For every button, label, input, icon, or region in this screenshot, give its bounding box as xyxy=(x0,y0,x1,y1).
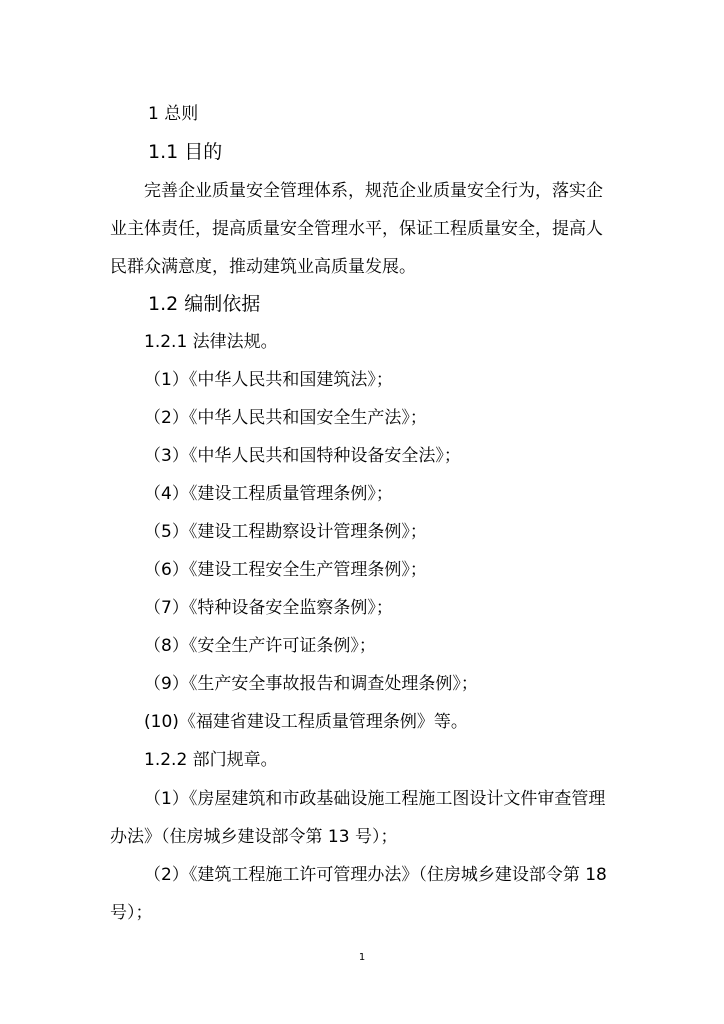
law-item-1: （1）《中华人民共和国建筑法》； xyxy=(144,370,393,390)
law-item-8: （8）《安全生产许可证条例》； xyxy=(144,636,376,656)
section-laws-title: 1.2.1 法律法规。 xyxy=(144,332,278,352)
law-item-5: （5）《建设工程勘察设计管理条例》； xyxy=(144,522,427,542)
heading-basis: 1.2 编制依据 xyxy=(148,293,261,315)
heading-general: 1 总则 xyxy=(148,104,199,124)
rule-item-2-line-2: 号）； xyxy=(110,903,153,923)
section-rules-title: 1.2.2 部门规章。 xyxy=(144,750,278,770)
law-item-3: （3）《中华人民共和国特种设备安全法》； xyxy=(144,446,461,466)
law-item-9: （9）《生产安全事故报告和调查处理条例》； xyxy=(144,674,478,694)
law-item-6: （6）《建设工程安全生产管理条例》； xyxy=(144,560,427,580)
rule-item-1-line-2: 办法》（住房城乡建设部令第 13 号）； xyxy=(110,827,398,847)
purpose-line-2: 业主体责任，提高质量安全管理水平，保证工程质量安全，提高人 xyxy=(110,219,603,239)
rule-item-2-line-1: （2）《建筑工程施工许可管理办法》（住房城乡建设部令第 18 xyxy=(144,865,607,885)
law-item-10: (10)《福建省建设工程质量管理条例》等。 xyxy=(144,712,468,732)
heading-purpose: 1.1 目的 xyxy=(148,141,223,163)
rule-item-1-line-1: （1）《房屋建筑和市政基础设施工程施工图设计文件审查管理 xyxy=(144,789,606,809)
law-item-7: （7）《特种设备安全监察条例》； xyxy=(144,598,393,618)
purpose-line-1: 完善企业质量安全管理体系，规范企业质量安全行为，落实企 xyxy=(144,181,603,201)
law-item-4: （4）《建设工程质量管理条例》； xyxy=(144,484,393,504)
page-number: 1 xyxy=(358,952,366,963)
purpose-line-3: 民群众满意度，推动建筑业高质量发展。 xyxy=(110,257,416,277)
law-item-2: （2）《中华人民共和国安全生产法》； xyxy=(144,408,427,428)
